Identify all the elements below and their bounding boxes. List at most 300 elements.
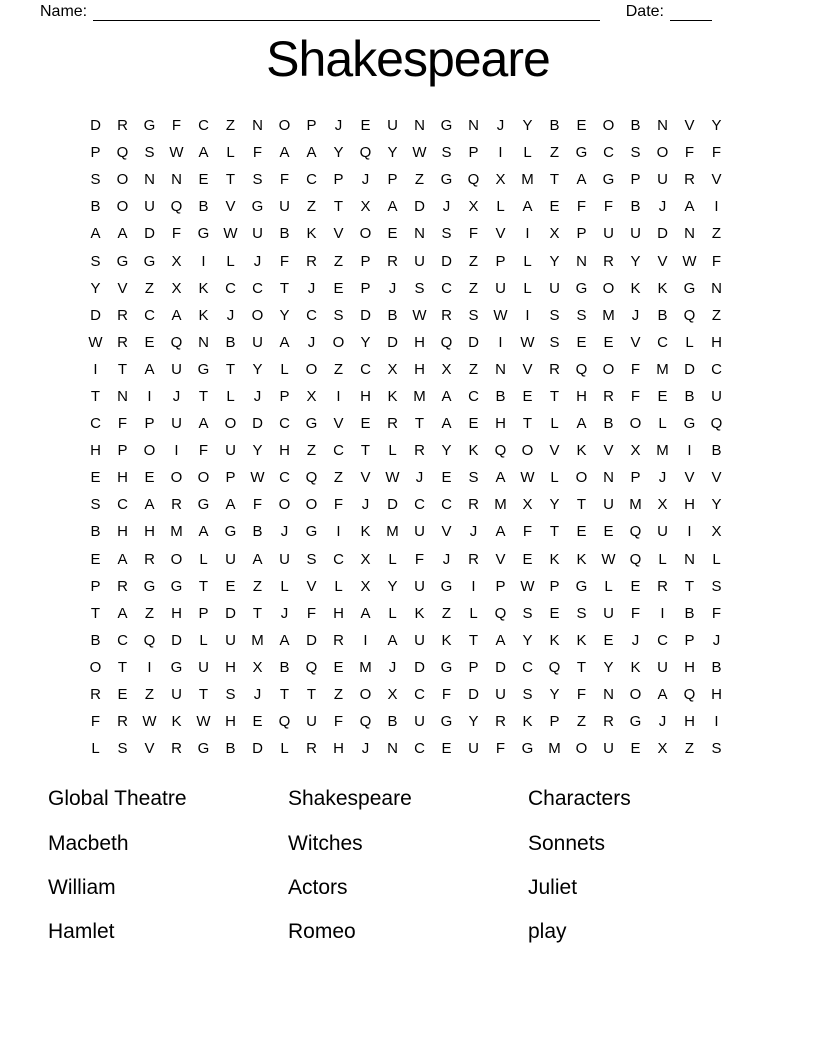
grid-cell: V (711, 469, 722, 487)
grid-cell: E (576, 333, 587, 351)
grid-cell: G (683, 279, 696, 297)
grid-cell: K (630, 279, 641, 297)
grid-cell: F (630, 604, 641, 622)
grid-cell: V (117, 279, 128, 297)
grid-cell: P (684, 631, 695, 649)
grid-cell: C (117, 496, 128, 514)
grid-cell: V (225, 198, 236, 216)
grid-cell: A (306, 144, 317, 162)
grid-cell: E (144, 469, 155, 487)
grid-cell: C (441, 279, 452, 297)
grid-cell: P (576, 225, 587, 243)
grid-cell: U (657, 523, 668, 541)
grid-cell: D (252, 740, 263, 758)
grid-cell: J (442, 550, 451, 568)
grid-cell: I (147, 658, 152, 676)
grid-cell: L (388, 550, 397, 568)
grid-cell: J (280, 523, 289, 541)
grid-cell: S (630, 144, 641, 162)
grid-cell: I (687, 523, 692, 541)
grid-cell: I (498, 144, 503, 162)
grid-cell: L (523, 144, 532, 162)
grid-cell: B (657, 306, 668, 324)
grid-cell: W (250, 469, 265, 487)
grid-cell: D (387, 333, 398, 351)
grid-cell: D (657, 225, 668, 243)
grid-cell: H (360, 387, 371, 405)
grid-cell: T (279, 686, 290, 704)
grid-cell: Q (116, 144, 129, 162)
grid-cell: U (657, 658, 668, 676)
grid-cell: T (198, 387, 209, 405)
word-list-item: Hamlet (48, 920, 115, 944)
grid-cell: H (279, 442, 290, 460)
grid-cell: J (415, 469, 424, 487)
grid-cell: T (549, 387, 560, 405)
grid-cell: Q (629, 550, 642, 568)
grid-cell: Y (252, 360, 263, 378)
grid-cell: L (280, 577, 289, 595)
grid-cell: E (549, 198, 560, 216)
grid-cell: E (603, 523, 614, 541)
grid-cell: P (144, 415, 155, 433)
grid-cell: U (306, 713, 317, 731)
grid-cell: N (603, 686, 614, 704)
grid-cell: O (278, 117, 291, 135)
grid-cell: R (387, 252, 398, 270)
grid-cell: I (498, 333, 503, 351)
grid-cell: X (468, 198, 479, 216)
grid-cell: O (116, 198, 129, 216)
grid-cell: W (412, 306, 427, 324)
grid-cell: Y (522, 117, 533, 135)
grid-cell: T (252, 604, 263, 622)
grid-cell: U (549, 279, 560, 297)
grid-cell: Y (711, 117, 722, 135)
worksheet-header (40, 2, 712, 21)
grid-cell: L (388, 442, 397, 460)
grid-cell: L (199, 550, 208, 568)
grid-cell: I (525, 306, 530, 324)
grid-cell: H (90, 442, 101, 460)
grid-cell: X (711, 523, 722, 541)
grid-cell: D (387, 496, 398, 514)
grid-cell: U (414, 713, 425, 731)
date-blank-line (670, 4, 712, 21)
grid-cell: L (712, 550, 721, 568)
grid-cell: C (657, 333, 668, 351)
grid-cell: D (306, 631, 317, 649)
grid-cell: A (198, 144, 209, 162)
grid-cell: J (442, 198, 451, 216)
grid-cell: E (90, 550, 101, 568)
grid-cell: S (549, 306, 560, 324)
grid-cell: I (660, 604, 665, 622)
grid-cell: Z (333, 469, 344, 487)
grid-cell: Z (333, 252, 344, 270)
grid-cell: P (549, 713, 560, 731)
grid-cell: S (711, 740, 722, 758)
grid-cell: N (387, 740, 398, 758)
word-list-item: William (48, 875, 116, 899)
grid-cell: A (90, 225, 101, 243)
grid-cell: B (603, 415, 614, 433)
grid-cell: C (252, 279, 263, 297)
grid-cell: O (278, 496, 291, 514)
grid-cell: M (170, 523, 183, 541)
grid-cell: I (471, 577, 476, 595)
grid-cell: U (468, 740, 479, 758)
grid-cell: R (441, 306, 452, 324)
grid-cell: K (468, 442, 479, 460)
grid-cell: L (550, 469, 559, 487)
grid-cell: F (711, 604, 722, 622)
grid-cell: E (225, 577, 236, 595)
grid-cell: R (549, 360, 560, 378)
word-list-item: Juliet (528, 875, 578, 899)
grid-cell: J (307, 279, 316, 297)
grid-cell: X (630, 442, 641, 460)
grid-cell: R (117, 117, 128, 135)
grid-cell: E (603, 333, 614, 351)
grid-cell: P (90, 577, 101, 595)
grid-cell: N (684, 225, 695, 243)
grid-cell: G (143, 577, 156, 595)
word-list-item: Characters (528, 787, 631, 811)
grid-cell: V (684, 117, 695, 135)
grid-cell: C (414, 740, 425, 758)
grid-cell: S (90, 496, 101, 514)
grid-cell: S (441, 225, 452, 243)
grid-cell: G (116, 252, 129, 270)
grid-cell: G (683, 415, 696, 433)
grid-cell: D (414, 198, 425, 216)
grid-cell: H (333, 740, 344, 758)
grid-cell: J (388, 279, 397, 297)
grid-cell: Y (549, 496, 560, 514)
grid-cell: C (333, 442, 344, 460)
grid-cell: V (603, 442, 614, 460)
grid-cell: H (225, 658, 236, 676)
grid-cell: T (198, 577, 209, 595)
grid-cell: C (441, 496, 452, 514)
grid-cell: L (226, 252, 235, 270)
grid-cell: G (575, 577, 588, 595)
grid-cell: Q (359, 713, 372, 731)
grid-cell: K (198, 279, 209, 297)
grid-cell: O (224, 415, 237, 433)
grid-cell: R (171, 496, 182, 514)
grid-cell: G (197, 360, 210, 378)
grid-cell: S (522, 604, 533, 622)
grid-cell: L (523, 279, 532, 297)
grid-cell: E (387, 225, 398, 243)
grid-cell: O (251, 306, 264, 324)
grid-cell: M (413, 387, 426, 405)
grid-cell: A (144, 360, 155, 378)
grid-cell: G (251, 198, 264, 216)
grid-cell: F (279, 171, 290, 189)
grid-cell: C (522, 658, 533, 676)
grid-cell: Y (333, 144, 344, 162)
grid-cell: Y (441, 442, 452, 460)
grid-cell: N (576, 252, 587, 270)
grid-cell: A (657, 686, 668, 704)
grid-cell: S (711, 577, 722, 595)
grid-cell: K (414, 604, 425, 622)
grid-cell: E (630, 740, 641, 758)
grid-cell: F (333, 713, 344, 731)
grid-cell: I (336, 387, 341, 405)
grid-cell: E (360, 117, 371, 135)
grid-cell: T (522, 415, 533, 433)
grid-cell: Z (468, 360, 479, 378)
grid-cell: Z (576, 713, 587, 731)
grid-cell: T (333, 198, 344, 216)
grid-cell: U (252, 333, 263, 351)
grid-cell: E (90, 469, 101, 487)
grid-cell: A (387, 198, 398, 216)
word-list-item: play (528, 920, 567, 944)
grid-cell: E (252, 713, 263, 731)
word-list-item: Global Theatre (48, 787, 187, 811)
grid-cell: U (279, 198, 290, 216)
grid-cell: N (414, 225, 425, 243)
grid-cell: M (521, 171, 534, 189)
grid-cell: J (253, 252, 262, 270)
grid-cell: X (495, 171, 506, 189)
grid-cell: P (495, 577, 506, 595)
grid-cell: L (604, 577, 613, 595)
grid-cell: U (603, 225, 614, 243)
grid-cell: J (631, 631, 640, 649)
grid-cell: X (549, 225, 560, 243)
grid-cell: A (387, 631, 398, 649)
grid-cell: T (549, 171, 560, 189)
grid-cell: D (360, 306, 371, 324)
grid-cell: I (147, 387, 152, 405)
grid-cell: L (469, 604, 478, 622)
grid-cell: X (657, 740, 668, 758)
grid-cell: V (144, 740, 155, 758)
grid-cell: A (360, 604, 371, 622)
grid-cell: H (414, 360, 425, 378)
grid-cell: F (306, 604, 317, 622)
grid-cell: R (117, 577, 128, 595)
grid-cell: E (333, 658, 344, 676)
grid-cell: C (414, 686, 425, 704)
grid-cell: E (198, 171, 209, 189)
grid-cell: S (549, 333, 560, 351)
grid-cell: Q (278, 713, 291, 731)
grid-cell: P (279, 387, 290, 405)
grid-cell: H (684, 496, 695, 514)
grid-cell: F (252, 496, 263, 514)
grid-cell: B (279, 225, 290, 243)
grid-cell: F (279, 252, 290, 270)
grid-cell: O (602, 279, 615, 297)
grid-cell: V (306, 577, 317, 595)
grid-cell: H (117, 469, 128, 487)
grid-cell: Z (549, 144, 560, 162)
grid-cell: N (198, 333, 209, 351)
grid-cell: J (334, 117, 343, 135)
grid-cell: F (576, 686, 587, 704)
grid-cell: G (440, 171, 453, 189)
grid-cell: A (279, 144, 290, 162)
grid-cell: J (658, 469, 667, 487)
grid-cell: A (576, 415, 587, 433)
grid-cell: W (520, 333, 535, 351)
grid-cell: A (198, 523, 209, 541)
grid-cell: U (144, 198, 155, 216)
grid-cell: U (252, 225, 263, 243)
grid-cell: J (712, 631, 721, 649)
grid-cell: R (468, 496, 479, 514)
grid-cell: K (198, 306, 209, 324)
grid-cell: S (117, 740, 128, 758)
grid-cell: C (306, 306, 317, 324)
grid-cell: U (171, 415, 182, 433)
grid-cell: O (575, 469, 588, 487)
grid-cell: G (602, 171, 615, 189)
grid-cell: O (656, 144, 669, 162)
grid-cell: A (252, 550, 263, 568)
grid-cell: Q (143, 631, 156, 649)
grid-cell: G (575, 144, 588, 162)
grid-cell: K (441, 631, 452, 649)
grid-cell: P (198, 604, 209, 622)
grid-cell: R (387, 415, 398, 433)
grid-cell: Z (144, 604, 155, 622)
page-title: Shakespeare (266, 31, 550, 87)
grid-cell: P (333, 171, 344, 189)
grid-cell: X (387, 686, 398, 704)
grid-cell: F (171, 117, 182, 135)
grid-cell: E (549, 604, 560, 622)
grid-cell: R (468, 550, 479, 568)
grid-cell: R (333, 631, 344, 649)
grid-cell: Z (333, 360, 344, 378)
grid-cell: P (387, 171, 398, 189)
grid-cell: Z (225, 117, 236, 135)
grid-cell: D (144, 225, 155, 243)
grid-cell: S (90, 252, 101, 270)
grid-cell: V (333, 415, 344, 433)
grid-cell: L (199, 631, 208, 649)
grid-cell: X (657, 496, 668, 514)
grid-cell: M (494, 496, 507, 514)
grid-cell: W (682, 252, 697, 270)
grid-cell: G (440, 117, 453, 135)
grid-cell: E (576, 523, 587, 541)
grid-cell: J (253, 686, 262, 704)
grid-cell: B (495, 387, 506, 405)
grid-cell: T (90, 604, 101, 622)
grid-cell: E (522, 550, 533, 568)
grid-cell: J (361, 740, 370, 758)
grid-cell: T (90, 387, 101, 405)
grid-cell: L (280, 360, 289, 378)
grid-cell: N (495, 360, 506, 378)
grid-cell: U (495, 686, 506, 704)
grid-cell: J (361, 496, 370, 514)
grid-cell: W (196, 713, 211, 731)
grid-cell: Z (711, 225, 722, 243)
grid-cell: Q (575, 360, 588, 378)
grid-cell: W (520, 577, 535, 595)
grid-cell: R (495, 713, 506, 731)
grid-cell: A (441, 415, 452, 433)
grid-cell: L (226, 144, 235, 162)
grid-cell: U (495, 279, 506, 297)
grid-cell: K (387, 387, 398, 405)
word-list (48, 777, 768, 955)
grid-cell: W (493, 306, 508, 324)
grid-cell: Q (170, 198, 183, 216)
grid-cell: U (657, 171, 668, 189)
grid-cell: H (684, 713, 695, 731)
grid-cell: S (576, 604, 587, 622)
grid-cell: O (170, 550, 183, 568)
grid-cell: K (576, 442, 587, 460)
grid-cell: Y (90, 279, 101, 297)
grid-cell: S (225, 686, 236, 704)
grid-cell: M (386, 523, 399, 541)
grid-cell: Q (170, 333, 183, 351)
grid-cell: J (280, 604, 289, 622)
grid-cell: X (387, 360, 398, 378)
grid-cell: V (630, 333, 641, 351)
grid-cell: V (441, 523, 452, 541)
grid-cell: U (171, 686, 182, 704)
grid-cell: T (225, 171, 236, 189)
grid-cell: H (711, 686, 722, 704)
grid-cell: C (657, 631, 668, 649)
grid-cell: N (603, 469, 614, 487)
grid-cell: K (522, 713, 533, 731)
grid-cell: O (359, 225, 372, 243)
grid-cell: U (414, 252, 425, 270)
grid-cell: T (549, 523, 560, 541)
grid-cell: D (495, 658, 506, 676)
grid-cell: P (360, 279, 371, 297)
grid-cell: T (468, 631, 479, 649)
grid-cell: A (495, 631, 506, 649)
grid-cell: J (226, 306, 235, 324)
grid-cell: V (495, 550, 506, 568)
grid-cell: U (198, 658, 209, 676)
grid-cell: Y (522, 631, 533, 649)
grid-cell: J (307, 333, 316, 351)
grid-cell: C (279, 469, 290, 487)
grid-cell: L (388, 604, 397, 622)
grid-cell: X (171, 279, 182, 297)
grid-cell: W (520, 469, 535, 487)
grid-cell: J (388, 658, 397, 676)
grid-cell: I (93, 360, 98, 378)
grid-cell: F (252, 144, 263, 162)
grid-cell: L (496, 198, 505, 216)
grid-cell: U (603, 496, 614, 514)
word-list-item: Macbeth (48, 831, 129, 855)
grid-cell: V (495, 225, 506, 243)
grid-cell: D (90, 117, 101, 135)
grid-cell: P (90, 144, 101, 162)
date-label: Date: (625, 3, 664, 20)
grid-cell: B (225, 740, 236, 758)
grid-cell: K (576, 631, 587, 649)
